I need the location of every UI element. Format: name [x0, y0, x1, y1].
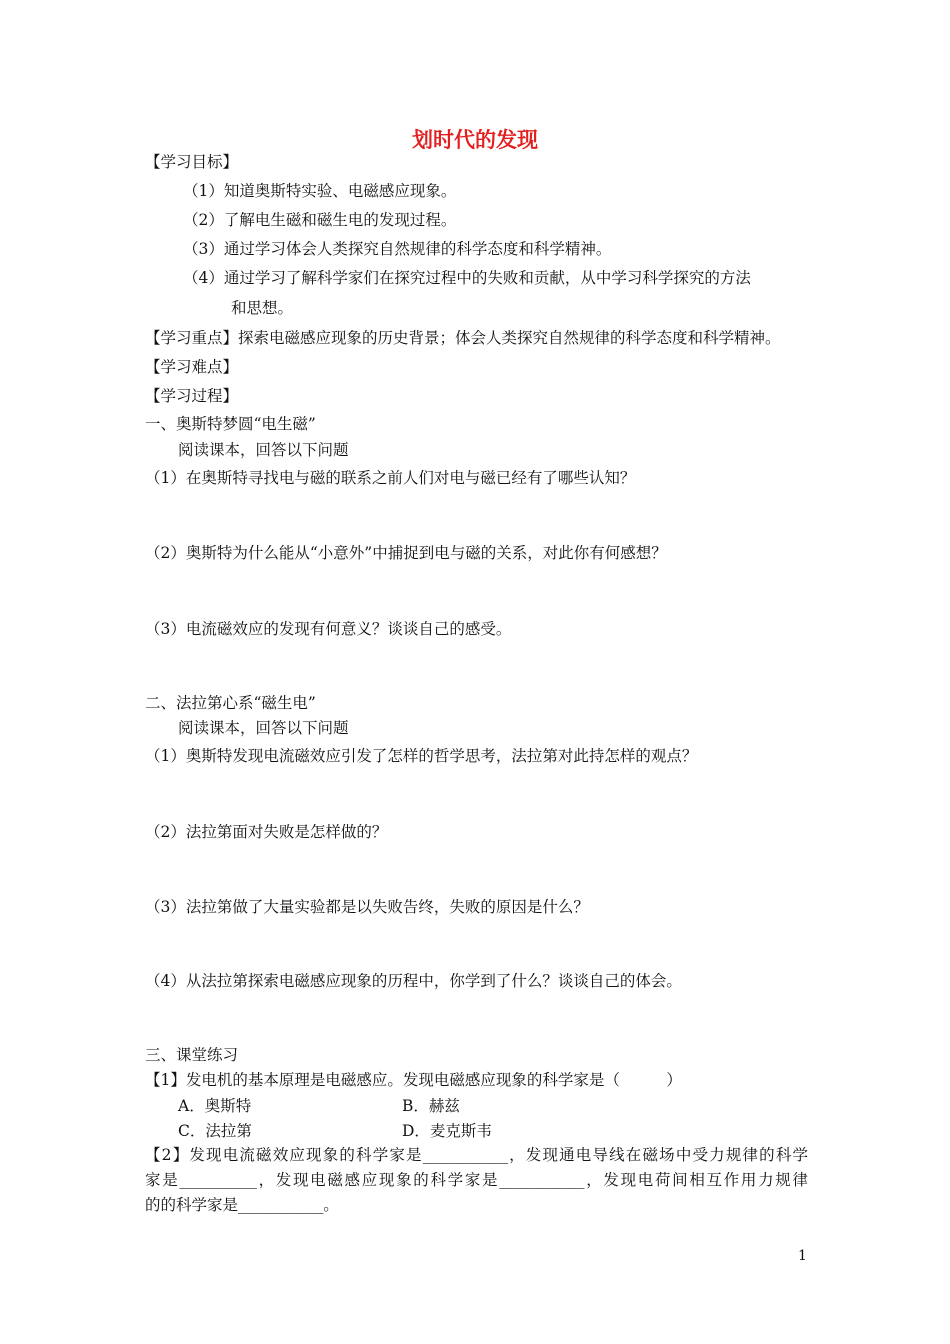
process-heading: 【学习过程】 [145, 387, 239, 405]
objective-item: （3）通过学习体会人类探究自然规律的科学态度和科学精神。 [183, 240, 612, 258]
section-2-question: （2）法拉第面对失败是怎样做的？ [145, 823, 388, 841]
section-1-heading: 一、奥斯特梦圆“电生磁” [145, 415, 316, 433]
section-2-heading: 二、法拉第心系“磁生电” [145, 694, 316, 712]
option-a: A．奥斯特 [178, 1097, 252, 1115]
option-c: C．法拉第 [178, 1122, 252, 1140]
objectives-heading: 【学习目标】 [145, 153, 239, 171]
section-2-question: （4）从法拉第探索电磁感应现象的历程中，你学到了什么？谈谈自己的体会。 [145, 972, 682, 990]
exercise-2-line: 家是__________，发现电磁感应现象的科学家是___________，发现电荷间相互作用力规律 [145, 1171, 808, 1189]
page-number: 1 [798, 1248, 807, 1264]
section-1-question: （3）电流磁效应的发现有何意义？谈谈自己的感受。 [145, 620, 512, 638]
document-title: 划时代的发现 [412, 128, 538, 152]
exercise-2-line: 的的科学家是___________。 [145, 1196, 339, 1214]
objective-item: （1）知道奥斯特实验、电磁感应现象。 [183, 182, 457, 200]
section-1-instruction: 阅读课本，回答以下问题 [178, 441, 349, 459]
objective-item: （4）通过学习了解科学家们在探究过程中的失败和贡献，从中学习科学探究的方法 [183, 269, 751, 287]
objective-item: （2）了解电生磁和磁生电的发现过程。 [183, 211, 457, 229]
key-point: 【学习重点】探索电磁感应现象的历史背景；体会人类探究自然规律的科学态度和科学精神。 [145, 329, 781, 347]
section-2-instruction: 阅读课本，回答以下问题 [178, 719, 349, 737]
option-b: B．赫兹 [402, 1097, 460, 1115]
option-d: D．麦克斯韦 [402, 1122, 492, 1140]
section-1-question: （2）奥斯特为什么能从“小意外”中捕捉到电与磁的关系，对此你有何感想？ [145, 544, 667, 562]
section-1-question: （1）在奥斯特寻找电与磁的联系之前人们对电与磁已经有了哪些认知？ [145, 469, 636, 487]
difficulty-heading: 【学习难点】 [145, 358, 239, 376]
exercise-2-line: 【2】发现电流磁效应现象的科学家是___________，发现通电导线在磁场中受力规律的科学 [145, 1146, 808, 1164]
objective-item-continued: 和思想。 [231, 299, 294, 317]
section-2-question: （1）奥斯特发现电流磁效应引发了怎样的哲学思考，法拉第对此持怎样的观点？ [145, 747, 698, 765]
exercise-1: 【1】发电机的基本原理是电磁感应。发现电磁感应现象的科学家是（ ） [145, 1071, 682, 1089]
section-3-heading: 三、课堂练习 [145, 1046, 239, 1064]
section-2-question: （3）法拉第做了大量实验都是以失败告终，失败的原因是什么？ [145, 898, 589, 916]
